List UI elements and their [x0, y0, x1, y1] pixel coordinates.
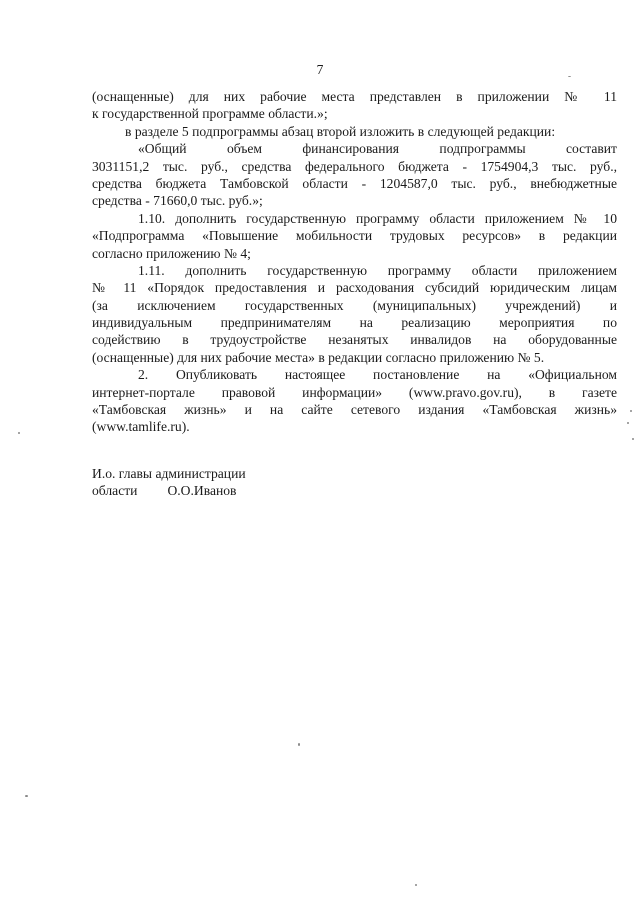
scan-speck [627, 422, 629, 424]
scan-speck [298, 743, 300, 746]
scan-speck [415, 884, 417, 886]
text-line: к государственной программе области.»; [92, 106, 328, 122]
document-body [92, 88, 617, 436]
text-line: средства бюджета Тамбовской области - 1204587,0 тыс. руб., внебюджетные [92, 175, 617, 191]
scan-speck [18, 432, 20, 434]
signatory-name: О.О.Иванов [167, 483, 237, 499]
text-line: 2. Опубликовать настоящее постановление на «Официальном [138, 367, 617, 383]
text-line: (за исключением государственных (муниципальных) учреждений) и [92, 297, 617, 313]
signatory-title-line1: И.о. главы администрации [92, 466, 246, 481]
text-line: 1.11. дополнить государственную программу области приложением [138, 262, 617, 278]
text-line: (www.tamlife.ru). [92, 419, 190, 435]
text-line: «Общий объем финансирования подпрограммы составит [138, 141, 617, 157]
scan-speck [568, 76, 571, 77]
text-line: согласно приложению № 4; [92, 245, 251, 261]
text-line: средства - 71660,0 тыс. руб.»; [92, 193, 263, 209]
text-line: (оснащенные) для них рабочие места» в редакции согласно приложению № 5. [92, 349, 545, 365]
text-line: индивидуальным предпринимателям на реализацию мероприятия по [92, 315, 617, 331]
text-line: 3031151,2 тыс. руб., средства федерального бюджета - 1754904,3 тыс. руб., [92, 158, 617, 174]
scan-speck [632, 438, 634, 440]
text-line: «Подпрограмма «Повышение мобильности трудовых ресурсов» в редакции [92, 228, 617, 244]
page-number: 7 [316, 62, 324, 77]
text-line: «Тамбовская жизнь» и на сайте сетевого издания «Тамбовская жизнь» [92, 402, 617, 418]
text-line: № 11 «Порядок предоставления и расходования субсидий юридическим лицам [92, 280, 617, 296]
signatory-title-line2: области [92, 483, 138, 499]
scan-speck [630, 410, 632, 412]
text-line: в разделе 5 подпрограммы абзац второй изложить в следующей редакции: [125, 123, 556, 139]
text-line: содействию в трудоустройстве незанятых инвалидов на оборудованные [92, 332, 617, 348]
signature-block [92, 465, 246, 500]
text-line: интернет-портале правовой информации» (www.pravo.gov.ru), в газете [92, 384, 617, 400]
text-line: (оснащенные) для них рабочие места представлен в приложении № 11 [92, 89, 617, 104]
scan-speck [25, 795, 28, 797]
text-line: 1.10. дополнить государственную программу области приложением № 10 [138, 210, 617, 226]
